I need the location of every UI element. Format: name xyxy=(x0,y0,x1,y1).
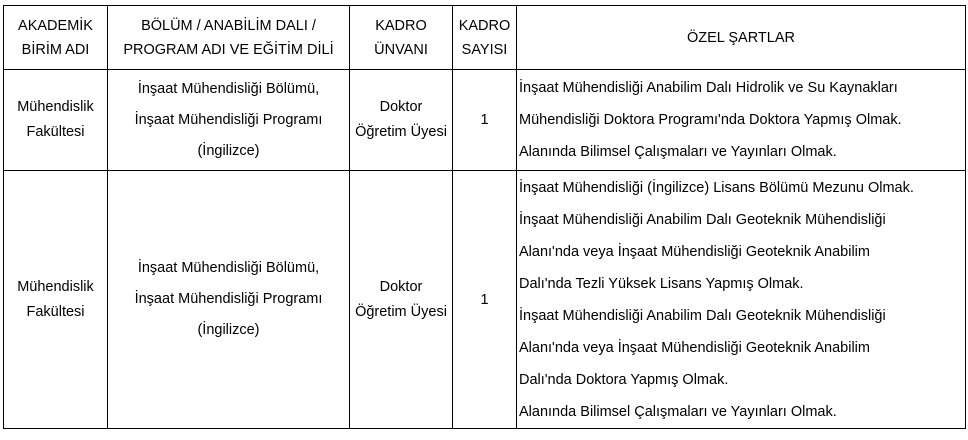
header-unit: AKADEMİK BİRİM ADI xyxy=(4,6,108,70)
cell-unit: Mühendislik Fakültesi xyxy=(4,171,108,429)
header-department: BÖLÜM / ANABİLİM DALI / PROGRAM ADI VE EĞİTİM DİLİ xyxy=(108,6,350,70)
header-row xyxy=(4,6,966,70)
cell-unit: Mühendislik Fakültesi xyxy=(4,70,108,171)
table-row xyxy=(4,70,966,171)
cell-count: 1 xyxy=(453,70,517,171)
header-count: KADRO SAYISI xyxy=(453,6,517,70)
cell-department: İnşaat Mühendisliği Bölümü, İnşaat Mühendisliği Programı (İngilizce) xyxy=(108,70,350,171)
cell-count: 1 xyxy=(453,171,517,429)
table-row xyxy=(4,171,966,429)
cell-title: Doktor Öğretim Üyesi xyxy=(350,70,453,171)
cell-conditions: İnşaat Mühendisliği (İngilizce) Lisans Bölümü Mezunu Olmak. İnşaat Mühendisliği Anabilim Dalı Geoteknik Mühendisliği Alanı'nda veya İnşaat Mühendisliği Geoteknik Anabilim Dalı'nda Tezli Yüksek Lisans Yapmış Olmak. İnşaat Mühendisliği Anabilim Dalı Geoteknik Mühendisliği Alanı'nda veya İnşaat Mühendisliği Geoteknik Anabilim Dalı'nda Doktora Yapmış Olmak. Alanında Bilimsel Çalışmaları ve Yayınları Olmak. xyxy=(517,171,966,429)
positions-table xyxy=(3,5,966,429)
cell-conditions: İnşaat Mühendisliği Anabilim Dalı Hidrolik ve Su Kaynakları Mühendisliği Doktora Programı'nda Doktora Yapmış Olmak. Alanında Bilimsel Çalışmaları ve Yayınları Olmak. xyxy=(517,70,966,171)
cell-title: Doktor Öğretim Üyesi xyxy=(350,171,453,429)
header-title: KADRO ÜNVANI xyxy=(350,6,453,70)
header-conditions: ÖZEL ŞARTLAR xyxy=(517,6,966,70)
cell-department: İnşaat Mühendisliği Bölümü, İnşaat Mühendisliği Programı (İngilizce) xyxy=(108,171,350,429)
